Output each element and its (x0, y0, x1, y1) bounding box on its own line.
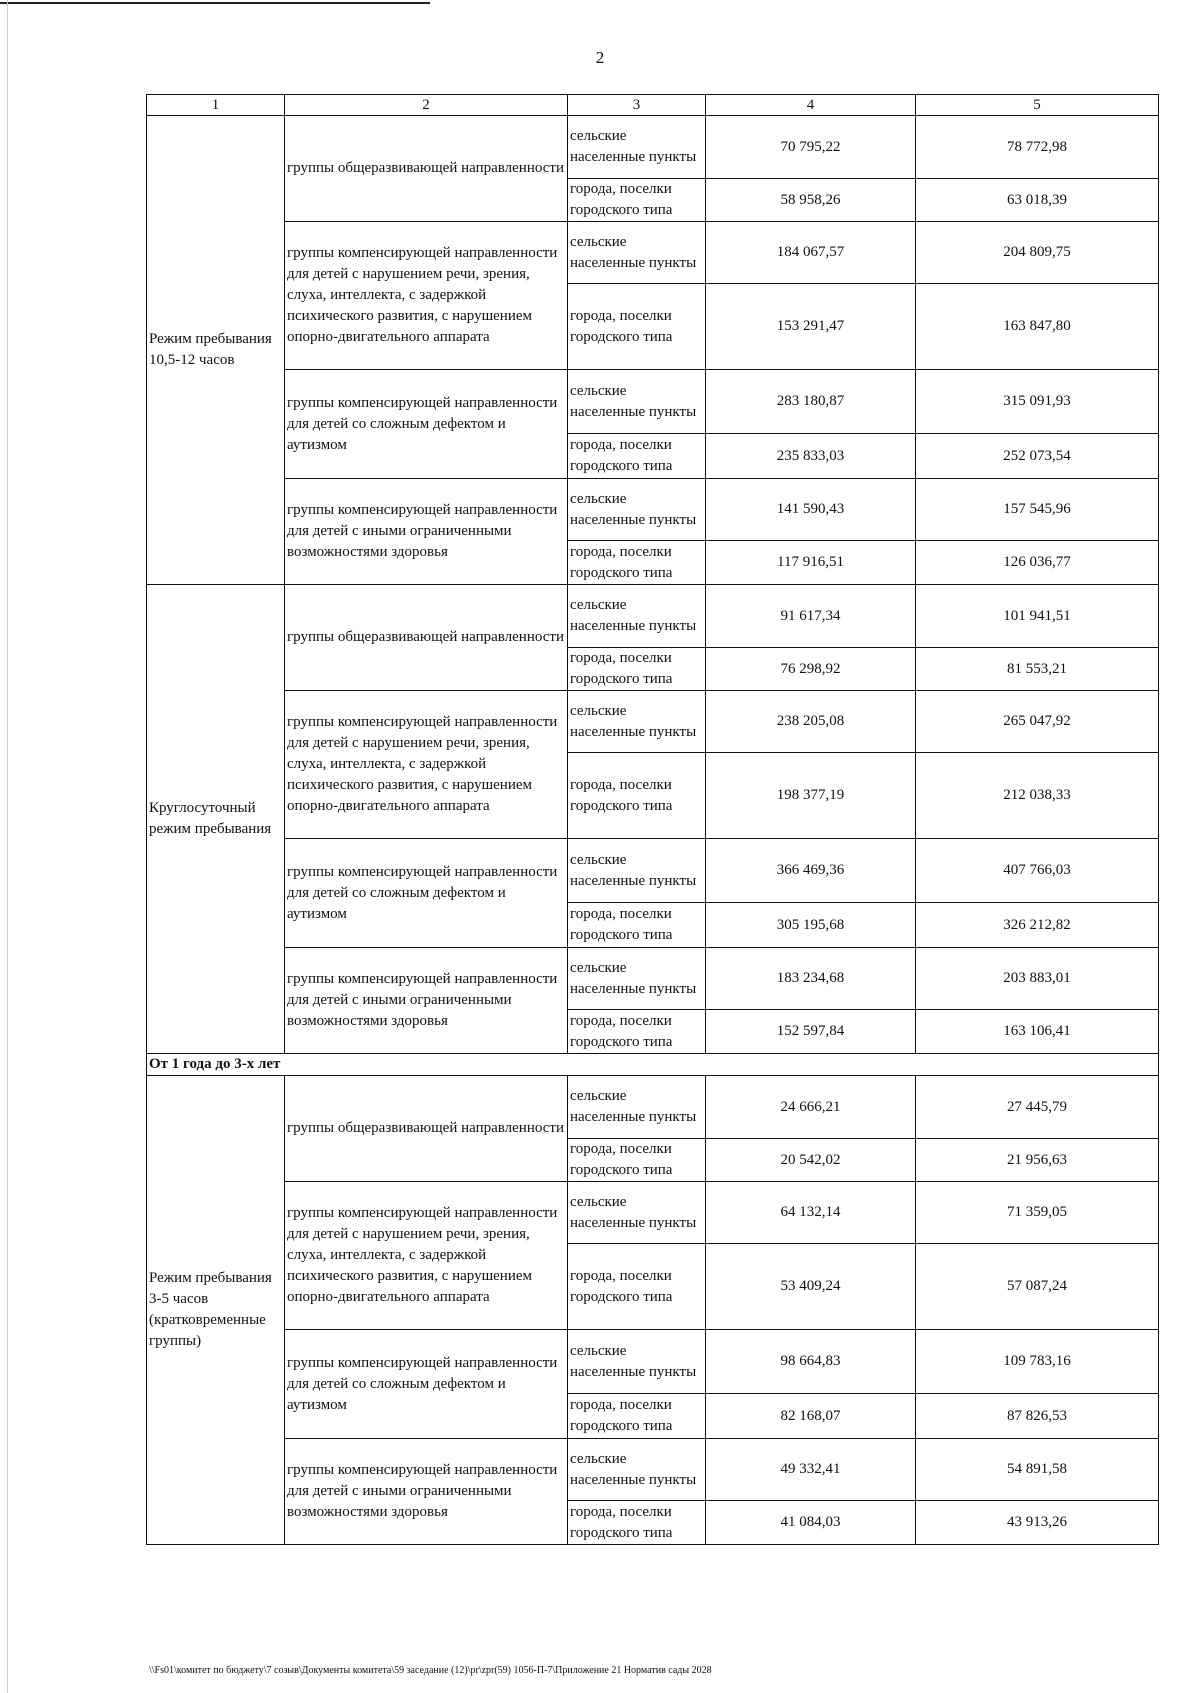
settlement-cell: города, поселки городского типа (568, 434, 706, 479)
value-col4: 82 168,07 (706, 1394, 916, 1439)
table-row (147, 839, 1159, 903)
value-col4: 235 833,03 (706, 434, 916, 479)
header-col-5: 5 (916, 95, 1159, 116)
value-col5: 43 913,26 (916, 1501, 1159, 1545)
value-col4: 49 332,41 (706, 1439, 916, 1501)
value-col4: 366 469,36 (706, 839, 916, 903)
settlement-cell: города, поселки городского типа (568, 541, 706, 585)
value-col5: 81 553,21 (916, 648, 1159, 691)
value-col4: 91 617,34 (706, 585, 916, 648)
table-row (147, 1330, 1159, 1394)
settlement-cell: города, поселки городского типа (568, 1394, 706, 1439)
value-col5: 157 545,96 (916, 479, 1159, 541)
value-col5: 101 941,51 (916, 585, 1159, 648)
value-col4: 24 666,21 (706, 1076, 916, 1139)
settlement-cell: города, поселки городского типа (568, 1010, 706, 1054)
value-col4: 152 597,84 (706, 1010, 916, 1054)
group-cell: группы компенсирующей направленности для детей со сложным дефектом и аутизмом (285, 370, 568, 479)
value-col4: 153 291,47 (706, 284, 916, 370)
value-col5: 315 091,93 (916, 370, 1159, 434)
value-col4: 141 590,43 (706, 479, 916, 541)
group-cell: группы компенсирующей направленности для детей с нарушением речи, зрения, слуха, интеллекта, с задержкой психического развития, с нарушением опорно-двигательного аппарата (285, 691, 568, 839)
settlement-cell: сельские населенные пункты (568, 479, 706, 541)
mode-cell: Режим пребывания 3-5 часов (кратковременные группы) (147, 1076, 285, 1545)
value-col5: 27 445,79 (916, 1076, 1159, 1139)
table-row (147, 948, 1159, 1010)
norms-table (146, 94, 1159, 1545)
settlement-cell: сельские населенные пункты (568, 370, 706, 434)
group-cell: группы компенсирующей направленности для детей с иными ограниченными возможностями здоровья (285, 479, 568, 585)
value-col5: 203 883,01 (916, 948, 1159, 1010)
settlement-cell: сельские населенные пункты (568, 585, 706, 648)
value-col5: 163 106,41 (916, 1010, 1159, 1054)
value-col4: 76 298,92 (706, 648, 916, 691)
value-col4: 98 664,83 (706, 1330, 916, 1394)
value-col4: 283 180,87 (706, 370, 916, 434)
age-subheader: От 1 года до 3-х лет (147, 1054, 1159, 1076)
value-col5: 21 956,63 (916, 1139, 1159, 1182)
value-col5: 163 847,80 (916, 284, 1159, 370)
top-rule (0, 2, 430, 4)
settlement-cell: города, поселки городского типа (568, 284, 706, 370)
group-cell: группы общеразвивающей направленности (285, 116, 568, 222)
value-col4: 41 084,03 (706, 1501, 916, 1545)
settlement-cell: сельские населенные пункты (568, 116, 706, 179)
value-col5: 326 212,82 (916, 903, 1159, 948)
group-cell: группы компенсирующей направленности для детей с нарушением речи, зрения, слуха, интеллекта, с задержкой психического развития, с нарушением опорно-двигательного аппарата (285, 1182, 568, 1330)
group-cell: группы компенсирующей направленности для детей с иными ограниченными возможностями здоровья (285, 1439, 568, 1545)
table-row (147, 370, 1159, 434)
settlement-cell: сельские населенные пункты (568, 1182, 706, 1244)
group-cell: группы общеразвивающей направленности (285, 1076, 568, 1182)
file-path-footer: \\Fs01\комитет по бюджету\7 созыв\Документы комитета\59 заседание (12)\pr\zpr(59) 1056-П-7\Приложение 21 Норматив сады 2028 (149, 1665, 712, 1676)
header-col-2: 2 (285, 95, 568, 116)
value-col4: 70 795,22 (706, 116, 916, 179)
settlement-cell: сельские населенные пункты (568, 948, 706, 1010)
settlement-cell: города, поселки городского типа (568, 1244, 706, 1330)
value-col5: 87 826,53 (916, 1394, 1159, 1439)
mode-cell: Круглосуточный режим пребывания (147, 585, 285, 1054)
value-col5: 78 772,98 (916, 116, 1159, 179)
table-row (147, 116, 1159, 179)
page-number: 2 (595, 48, 605, 67)
value-col4: 117 916,51 (706, 541, 916, 585)
value-col5: 126 036,77 (916, 541, 1159, 585)
value-col5: 54 891,58 (916, 1439, 1159, 1501)
value-col5: 109 783,16 (916, 1330, 1159, 1394)
table-row (147, 1439, 1159, 1501)
table-header-row (147, 95, 1159, 116)
value-col4: 305 195,68 (706, 903, 916, 948)
table-row (147, 479, 1159, 541)
settlement-cell: сельские населенные пункты (568, 1330, 706, 1394)
value-col4: 198 377,19 (706, 753, 916, 839)
value-col4: 183 234,68 (706, 948, 916, 1010)
table-row (147, 585, 1159, 648)
settlement-cell: города, поселки городского типа (568, 753, 706, 839)
value-col5: 204 809,75 (916, 222, 1159, 284)
settlement-cell: сельские населенные пункты (568, 1439, 706, 1501)
settlement-cell: города, поселки городского типа (568, 648, 706, 691)
value-col5: 212 038,33 (916, 753, 1159, 839)
settlement-cell: города, поселки городского типа (568, 1139, 706, 1182)
table-row (147, 1076, 1159, 1139)
value-col4: 184 067,57 (706, 222, 916, 284)
value-col4: 64 132,14 (706, 1182, 916, 1244)
table-row (147, 1182, 1159, 1244)
header-col-3: 3 (568, 95, 706, 116)
group-cell: группы общеразвивающей направленности (285, 585, 568, 691)
value-col5: 71 359,05 (916, 1182, 1159, 1244)
settlement-cell: города, поселки городского типа (568, 1501, 706, 1545)
age-subheader-row (147, 1054, 1159, 1076)
settlement-cell: сельские населенные пункты (568, 839, 706, 903)
header-col-4: 4 (706, 95, 916, 116)
value-col5: 407 766,03 (916, 839, 1159, 903)
settlement-cell: сельские населенные пункты (568, 691, 706, 753)
header-col-1: 1 (147, 95, 285, 116)
settlement-cell: города, поселки городского типа (568, 903, 706, 948)
value-col4: 58 958,26 (706, 179, 916, 222)
settlement-cell: города, поселки городского типа (568, 179, 706, 222)
value-col5: 252 073,54 (916, 434, 1159, 479)
value-col4: 53 409,24 (706, 1244, 916, 1330)
scan-edge (7, 0, 8, 1693)
settlement-cell: сельские населенные пункты (568, 1076, 706, 1139)
group-cell: группы компенсирующей направленности для детей со сложным дефектом и аутизмом (285, 1330, 568, 1439)
mode-cell: Режим пребывания 10,5-12 часов (147, 116, 285, 585)
settlement-cell: сельские населенные пункты (568, 222, 706, 284)
value-col5: 57 087,24 (916, 1244, 1159, 1330)
group-cell: группы компенсирующей направленности для детей с нарушением речи, зрения, слуха, интеллекта, с задержкой психического развития, с нарушением опорно-двигательного аппарата (285, 222, 568, 370)
table-row (147, 691, 1159, 753)
value-col4: 20 542,02 (706, 1139, 916, 1182)
value-col5: 265 047,92 (916, 691, 1159, 753)
value-col4: 238 205,08 (706, 691, 916, 753)
table-row (147, 222, 1159, 284)
value-col5: 63 018,39 (916, 179, 1159, 222)
group-cell: группы компенсирующей направленности для детей с иными ограниченными возможностями здоровья (285, 948, 568, 1054)
group-cell: группы компенсирующей направленности для детей со сложным дефектом и аутизмом (285, 839, 568, 948)
